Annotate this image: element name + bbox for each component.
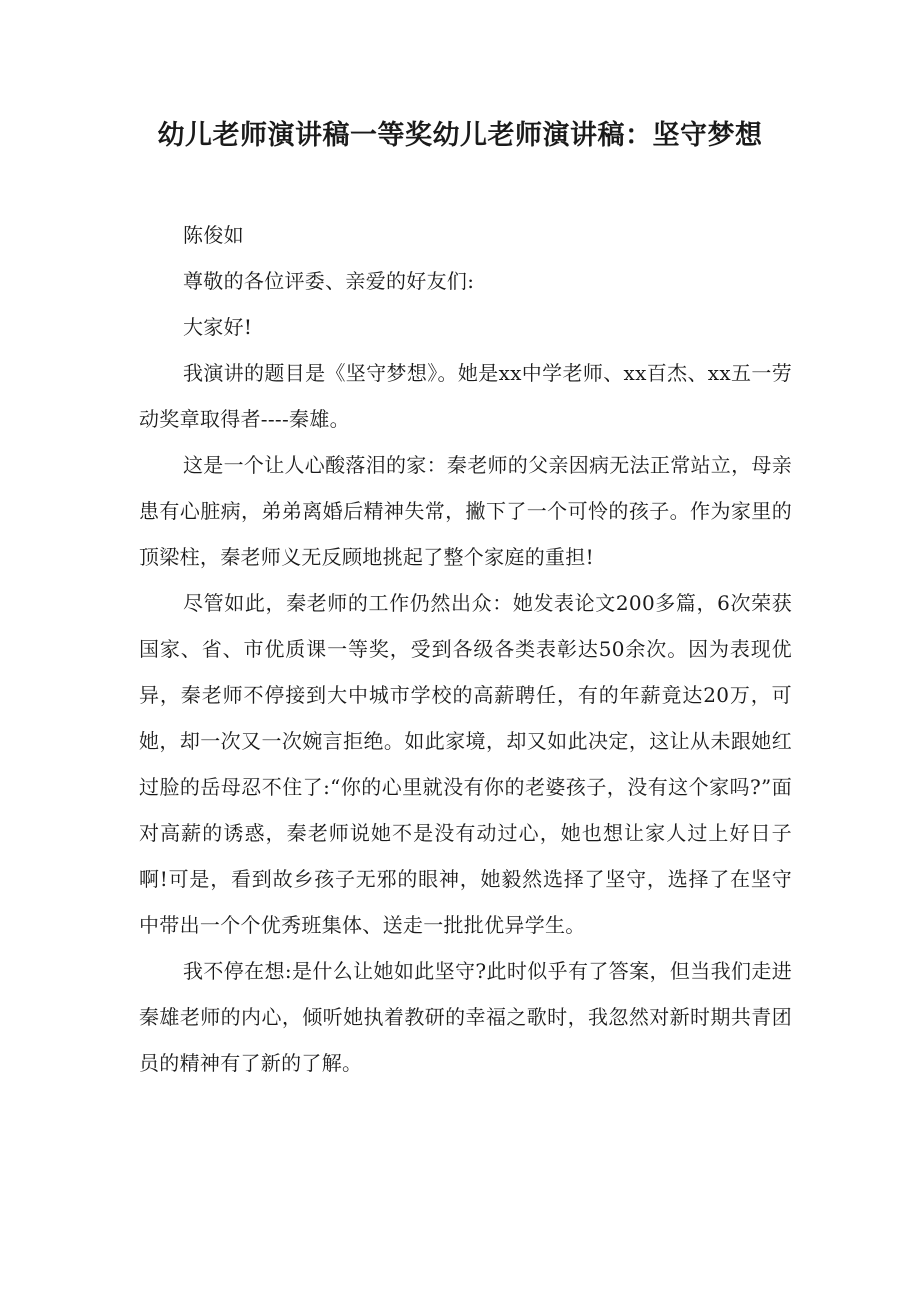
paragraph-intro: 我演讲的题目是《坚守梦想》。她是xx中学老师、xx百杰、xx五一劳动奖章取得者----秦雄。 [139, 361, 792, 431]
author-line: 陈俊如 [183, 223, 244, 247]
paragraph-achievements: 尽管如此，秦老师的工作仍然出众：她发表论文200多篇，6次荣获国家、省、市优质课一等奖，受到各级各类表彰达50余次。因为表现优异，秦老师不停接到大中城市学校的高薪聘任，有的年薪竟达20万，可她，却一次又一次婉言拒绝。如此家境，却又如此决定，这让从未跟她红过脸的岳母忍不住了:“你的心里就没有你的老婆孩子，没有这个家吗?”面对高薪的诱惑，秦老师说她不是没有动过心，她也想让家人过上好日子啊!可是，看到故乡孩子无邪的眼神，她毅然选择了坚守，选择了在坚守中带出一个个优秀班集体、送走一批批优异学生。 [139, 591, 792, 937]
paragraph-family: 这是一个让人心酸落泪的家：秦老师的父亲因病无法正常站立，母亲患有心脏病，弟弟离婚后精神失常，撇下了一个可怜的孩子。作为家里的顶梁柱，秦老师义无反顾地挑起了整个家庭的重担! [139, 453, 792, 569]
greeting: 大家好! [183, 315, 253, 339]
document-title: 幼儿老师演讲稿一等奖幼儿老师演讲稿：坚守梦想 [157, 120, 763, 151]
paragraph-reflection: 我不停在想:是什么让她如此坚守?此时似乎有了答案，但当我们走进秦雄老师的内心，倾听她执着教研的幸福之歌时，我忽然对新时期共青团员的精神有了新的了解。 [139, 959, 792, 1075]
document-body [139, 212, 792, 1086]
salutation: 尊敬的各位评委、亲爱的好友们: [183, 269, 475, 293]
